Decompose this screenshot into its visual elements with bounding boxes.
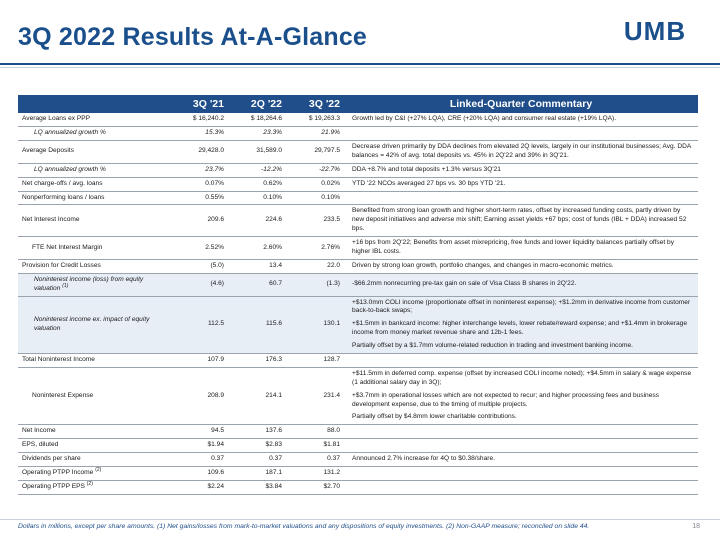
table-row	[18, 259, 698, 273]
commentary: Announced 2.7% increase for 4Q to $0.38/share.	[352, 455, 495, 463]
row-label: LQ annualized growth %	[34, 165, 106, 173]
table-row	[18, 353, 698, 367]
value-2q22: 23.3%	[263, 129, 282, 137]
header-3q22: 3Q '22	[286, 95, 344, 113]
value-3q21: 23.7%	[205, 165, 224, 173]
value-3q21: 94.5	[211, 427, 224, 435]
table-row	[18, 367, 698, 424]
value-3q21: 15.3%	[205, 129, 224, 137]
row-label: Noninterest Expense	[32, 391, 94, 399]
value-3q21: 0.55%	[205, 193, 224, 201]
row-label: Net Income	[22, 427, 56, 435]
footer-divider	[0, 519, 720, 520]
footnote: Dollars in millions, except per share amounts. (1) Net gains/losses from mark-to-market valuations and any dispositions of equity investments. (2) Non-GAAP measure; reconciled on slide 44.	[18, 523, 590, 530]
results-table	[18, 95, 698, 495]
value-2q22: 13.4	[269, 261, 282, 269]
row-label: LQ annualized growth %	[34, 129, 106, 137]
value-3q22: 0.02%	[321, 179, 340, 187]
value-3q21: 208.9	[207, 391, 224, 399]
table-row	[18, 205, 698, 237]
value-3q22: 21.9%	[321, 129, 340, 137]
value-3q22: 231.4	[323, 391, 340, 399]
row-label: Dividends per share	[22, 455, 81, 463]
row-label: Average Deposits	[22, 147, 74, 155]
row-label: FTE Net Interest Margin	[32, 243, 103, 251]
table-row	[18, 177, 698, 191]
value-2q22: 176.3	[265, 355, 282, 363]
value-2q22: $ 18,264.6	[250, 115, 282, 123]
commentary	[344, 353, 698, 367]
value-3q22: 88.0	[327, 427, 340, 435]
header-3q21: 3Q '21	[168, 95, 228, 113]
commentary: +16 bps from 2Q'22; Benefits from asset mixrepricing, free funds and lower liquidity balances partially offset by higher IBL costs.	[352, 239, 675, 255]
commentary: Decrease driven primarily by DDA declines from elevated 2Q levels, largely in our institutional businesses; Avg. DDA balances = 42% of avg. total deposits vs. 45% in 2Q'22 and 39% in 3Q'21.	[352, 142, 691, 159]
commentary: +$11.5mm in deferred comp. expense (offset by increased COLI income noted); +$4.5mm in salary & wage expense (1 additional salary day in 3Q); +$3.7mm in operational losses which are not expected to recur; and higher processing fees and business development expense, due to the timing of multiple projects. Partially offset by $4.8mm lower charitable contributions.	[352, 369, 692, 421]
table-row	[18, 113, 698, 126]
table-row	[18, 191, 698, 205]
value-3q21: 112.5	[168, 296, 228, 353]
umb-logo	[608, 17, 702, 47]
table-row	[18, 480, 698, 494]
table-row	[18, 467, 698, 481]
row-label: Net charge-offs / avg. loans	[22, 179, 103, 187]
table-header-row	[18, 95, 698, 113]
commentary	[344, 480, 698, 494]
commentary	[344, 425, 698, 439]
value-3q22: 2.76%	[321, 243, 340, 251]
value-2q22: 187.1	[265, 469, 282, 476]
row-label: Nonperforming loans / loans	[22, 193, 105, 201]
value-2q22: 0.62%	[263, 179, 282, 187]
value-3q21: 209.6	[207, 216, 224, 224]
footnote-marker: (1)	[62, 282, 69, 289]
value-2q22: 2.60%	[263, 243, 282, 251]
value-3q22: (1.3)	[286, 273, 344, 296]
table-row	[18, 140, 698, 163]
value-2q22: 214.1	[265, 391, 282, 399]
commentary	[344, 439, 698, 453]
table-row	[18, 163, 698, 177]
header-2q22: 2Q '22	[228, 95, 286, 113]
row-label: Total Noninterest Income	[22, 355, 95, 363]
value-3q21: $2.24	[207, 482, 224, 490]
row-label: EPS, diluted	[22, 441, 59, 449]
value-3q21: (4.6)	[168, 273, 228, 296]
value-3q21: 29,428.0	[198, 147, 224, 155]
value-3q22: 128.7	[323, 355, 340, 363]
header-label	[18, 95, 168, 113]
commentary: +$13.0mm COLI income (proportionate offset in noninterest expense); +$1.2mm in derivative income from customer back-to-back swaps; +$1.5mm in bankcard income: higher interchange levels, lower rebate/reward expense; and +$1.4mm in brokerage income from money market revenue share and 12b-1 fees. Partially offset by a $1.7mm volume-related reduction in trading and investment banking income.	[344, 296, 698, 353]
footnote-marker: (2)	[86, 480, 93, 487]
value-3q21: $ 16,240.2	[192, 115, 224, 123]
title-divider	[0, 63, 720, 65]
value-3q21: 107.9	[207, 355, 224, 363]
value-3q22: 22.0	[327, 261, 340, 269]
commentary: DDA +8.7% and total deposits +1.3% versus 3Q'21	[352, 165, 501, 173]
value-2q22: 137.6	[265, 427, 282, 435]
value-2q22: -12.2%	[261, 165, 282, 173]
page-number: 18	[692, 523, 700, 530]
value-2q22: 60.7	[228, 273, 286, 296]
table-row	[18, 453, 698, 467]
commentary: Benefited from strong loan growth and higher short-term rates, offset by increased funding costs, partly driven by new deposit initiatives and adverse mix shift; Earning asset yields +67 bps; cost of funds (IBL + DDA) increased 52 bps.	[352, 207, 687, 233]
row-label: Operating PTPP EPS $^{(2)}$	[22, 480, 93, 490]
row-label: Provision for Credit Losses	[22, 261, 101, 269]
row-label: Noninterest income (loss) from equity valuation $^{(1)}$	[18, 273, 168, 296]
commentary: Driven by strong loan growth, portfolio changes, and changes in macro-economic metrics.	[352, 261, 614, 269]
row-label: Average Loans ex PPP	[22, 115, 91, 123]
value-3q21: 0.07%	[205, 179, 224, 187]
table-row	[18, 439, 698, 453]
commentary: -$66.2mm nonrecurring pre-tax gain on sale of Visa Class B shares in 2Q'22.	[344, 273, 698, 296]
value-3q22: $1.81	[323, 441, 340, 449]
value-3q21: 0.37	[211, 455, 224, 463]
row-label: Noninterest income ex. impact of equity valuation	[18, 296, 168, 353]
table-row	[18, 237, 698, 260]
table-row	[18, 425, 698, 439]
row-label: Operating PTPP Income $^{(2)}$	[22, 466, 102, 476]
header-commentary: Linked-Quarter Commentary	[344, 95, 698, 113]
logo-text: UMB	[623, 17, 687, 46]
value-3q22: 131.2	[323, 469, 340, 476]
value-3q21: $1.94	[207, 441, 224, 449]
value-3q21: (5.0)	[210, 261, 224, 269]
value-2q22: 0.10%	[263, 193, 282, 201]
table-row	[18, 127, 698, 141]
value-3q22: $ 19,263.3	[308, 115, 340, 123]
value-3q21: 2.52%	[205, 243, 224, 251]
value-3q22: 0.37	[327, 455, 340, 463]
value-3q22: $2.70	[323, 482, 340, 490]
value-3q22: 0.10%	[321, 193, 340, 201]
row-label: Net Interest Income	[22, 216, 80, 224]
value-3q22: -22.7%	[319, 165, 340, 173]
value-2q22: 224.6	[265, 216, 282, 224]
commentary	[344, 467, 698, 481]
value-3q21: 109.6	[207, 469, 224, 476]
value-2q22: $2.83	[265, 441, 282, 449]
commentary	[344, 191, 698, 205]
commentary	[344, 127, 698, 141]
value-2q22: 0.37	[269, 455, 282, 463]
commentary: YTD '22 NCOs averaged 27 bps vs. 30 bps YTD '21.	[352, 179, 506, 187]
value-3q22: 130.1	[286, 296, 344, 353]
value-3q22: 233.5	[323, 216, 340, 224]
title-divider-thin	[0, 67, 720, 68]
table-row	[18, 273, 698, 296]
commentary: Growth led by C&I (+27% LQA), CRE (+20% LQA) and consumer real estate (+19% LQA).	[352, 115, 617, 123]
page-title: 3Q 2022 Results At-A-Glance	[18, 23, 368, 51]
footnote-marker: (2)	[95, 466, 102, 473]
value-3q22: 29,797.5	[314, 147, 340, 155]
value-2q22: $3.84	[265, 482, 282, 490]
value-2q22: 31,589.0	[256, 147, 282, 155]
table-row	[18, 296, 698, 353]
value-2q22: 115.6	[228, 296, 286, 353]
